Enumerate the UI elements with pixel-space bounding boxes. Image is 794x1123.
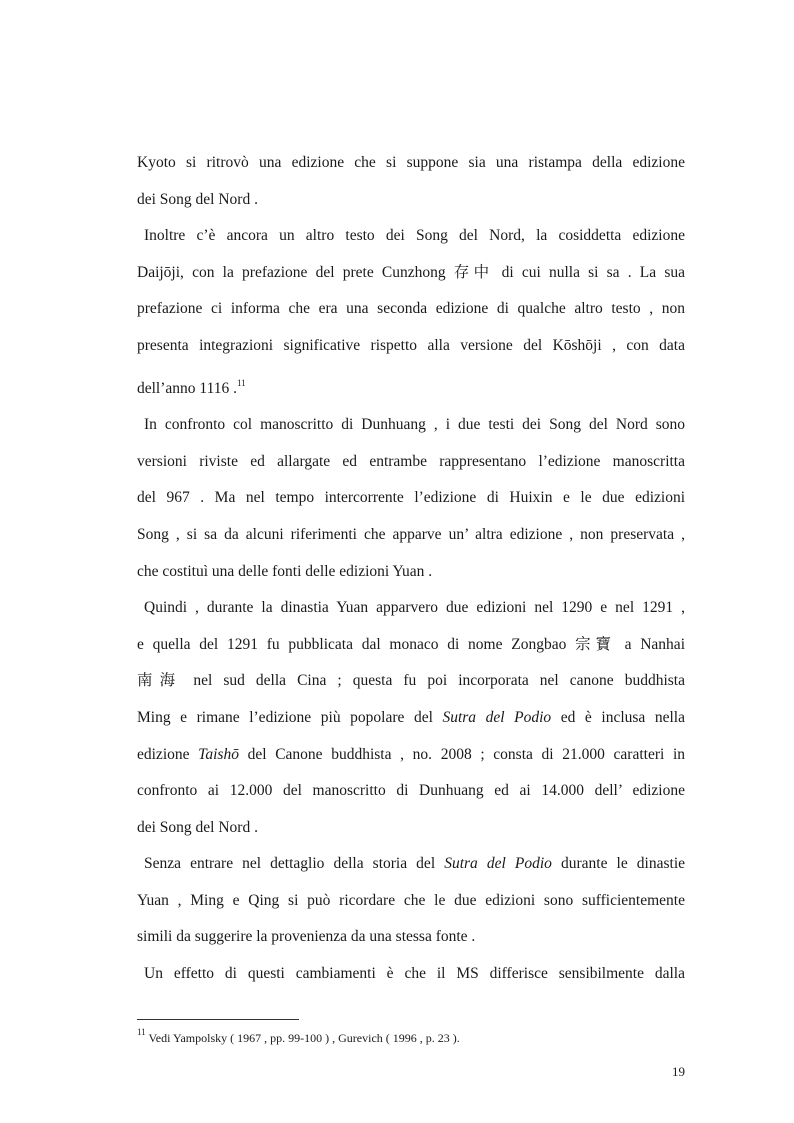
text-line	[137, 700, 685, 737]
text-line: che costituì una delle fonti delle edizioni Yuan .	[137, 562, 433, 580]
text-line: Yuan , Ming e Qing si può ricordare che le due edizioni sono sufficientemente	[137, 891, 685, 909]
footnote	[137, 1027, 460, 1046]
text-fragment: edizione	[137, 745, 190, 763]
text-fragment: ed è inclusa nella	[560, 708, 685, 726]
text-line: e quella del 1291 fu pubblicata dal monaco di nome Zongbao 宗寶 a Nanhai	[137, 635, 685, 653]
text-fragment: Ming e rimane l’edizione più popolare del	[137, 708, 433, 726]
text-line: confronto ai 12.000 del manoscritto di Dunhuang ed ai 14.000 dell’ edizione	[137, 782, 685, 800]
text-line: del 967 . Ma nel tempo intercorrente l’edizione di Huixin e le due edizioni	[137, 489, 685, 507]
text-line: dei Song del Nord .	[137, 818, 258, 836]
text-line: Daijōji, con la prefazione del prete Cunzhong 存中 di cui nulla si sa . La sua	[137, 263, 685, 281]
text-line: prefazione ci informa che era una seconda edizione di qualche altro testo , non	[137, 300, 685, 318]
text-line	[137, 365, 685, 408]
footnote-text: Vedi Yampolsky ( 1967 , pp. 99-100 ) , Gurevich ( 1996 , p. 23 ).	[148, 1031, 460, 1045]
text-fragment: dell’anno 1116 .	[137, 379, 238, 397]
text-line: versioni riviste ed allargate ed entrambe rappresentano l’edizione manoscritta	[137, 452, 685, 470]
text-line: Kyoto si ritrovò una edizione che si suppone sia una ristampa della edizione	[137, 154, 685, 171]
text-line: Inoltre c’è ancora un altro testo dei Song del Nord, la cosiddetta edizione	[144, 227, 685, 245]
text-line: 南海 nel sud della Cina ; questa fu poi incorporata nel canone buddhista	[137, 672, 685, 690]
text-line: In confronto col manoscritto di Dunhuang , i due testi dei Song del Nord sono	[144, 416, 685, 434]
page-number: 19	[672, 1064, 685, 1079]
italic-title: Sutra del Podio	[444, 855, 552, 873]
text-line	[137, 737, 685, 774]
text-line: Song , si sa da alcuni riferimenti che apparve un’ altra edizione , non preservata ,	[137, 525, 685, 543]
text-fragment: Senza entrare nel dettaglio della storia del	[144, 855, 436, 873]
footnote-divider	[137, 1019, 299, 1020]
text-line: simili da suggerire la provenienza da una stessa fonte .	[137, 928, 476, 946]
italic-title: Taishō	[198, 745, 239, 763]
footnote-reference: 11	[237, 377, 246, 388]
text-line: presenta integrazioni significative rispetto alla versione del Kōshōji , con data	[137, 336, 685, 354]
text-fragment: del Canone buddhista , no. 2008 ; consta di 21.000 caratteri in	[247, 745, 686, 763]
text-line	[137, 846, 685, 883]
italic-title: Sutra del Podio	[442, 708, 552, 726]
footnote-number: 11	[137, 1027, 146, 1037]
body-text	[137, 145, 685, 993]
text-fragment: durante le dinastie	[560, 855, 686, 873]
text-line: Un effetto di questi cambiamenti è che il MS differisce sensibilmente dalla	[144, 965, 685, 983]
text-line: Quindi , durante la dinastia Yuan apparvero due edizioni nel 1290 e nel 1291 ,	[144, 599, 685, 617]
text-line: dei Song del Nord .	[137, 190, 258, 208]
